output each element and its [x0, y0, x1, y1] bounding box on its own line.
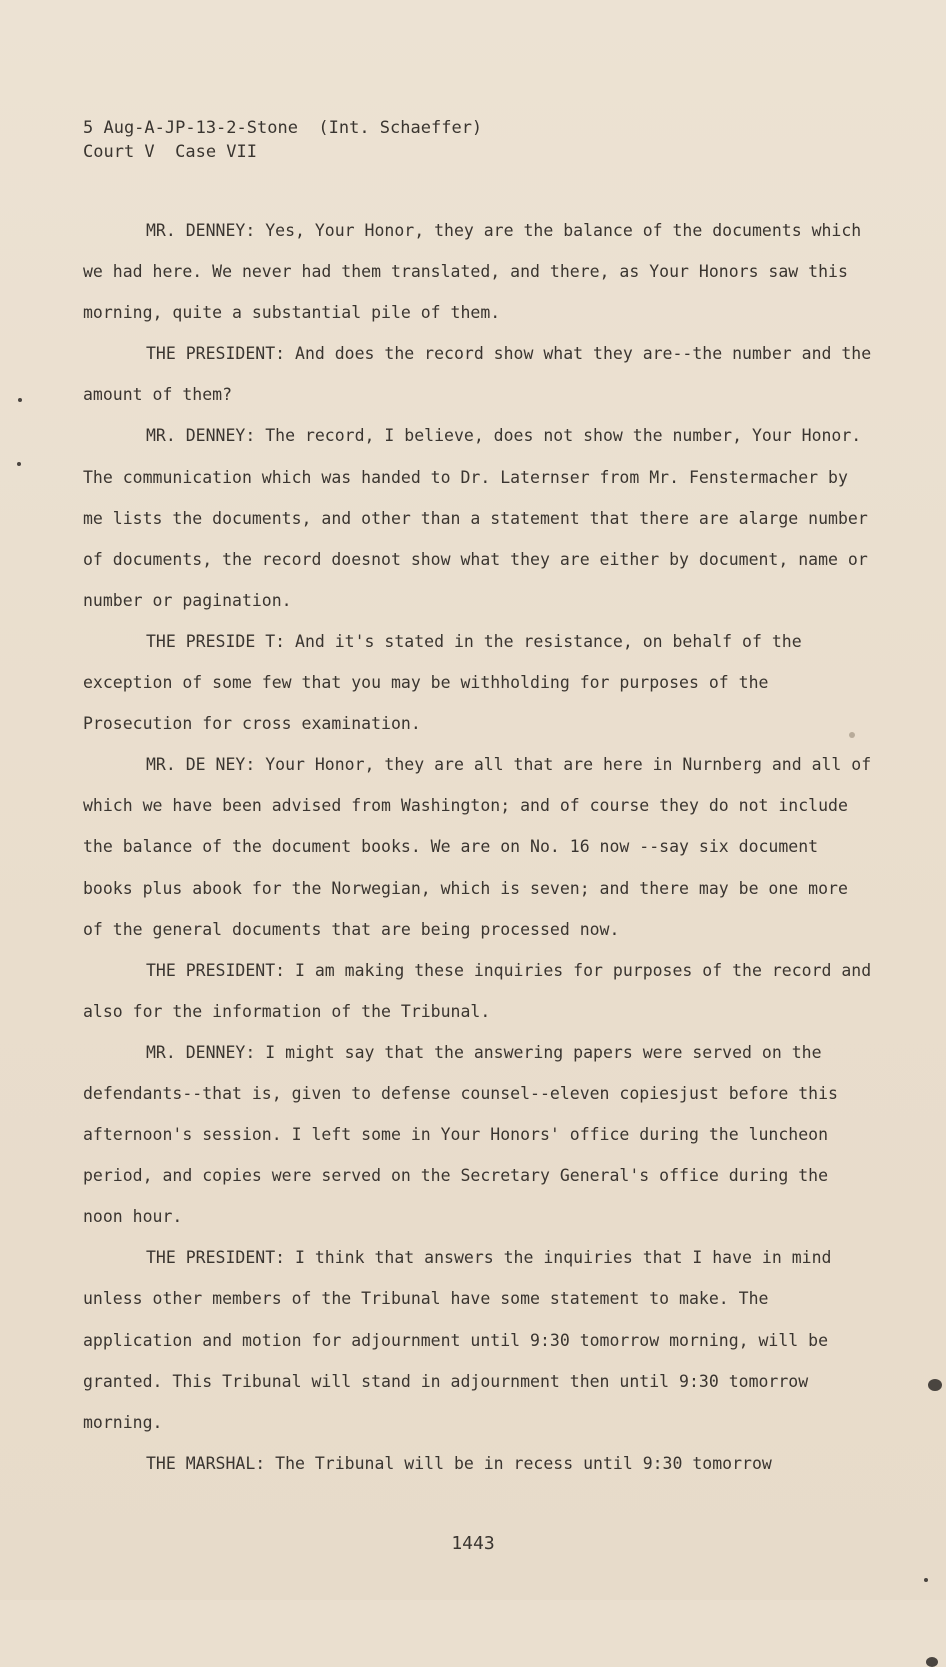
ink-blot: [926, 1657, 938, 1667]
ink-blot: [928, 1379, 942, 1391]
ink-speck: [17, 462, 21, 466]
paragraph: MR. DE NEY: Your Honor, they are all that are here in Nurnberg and all of which we have been advised from Washington; and of course they do not include the balance of the document books. We are on No. 16 now --say six document books plus abook for the Norwegian, which is seven; and there may be one more of the general documents that are being processed now.: [83, 755, 872, 939]
document-header: [83, 116, 482, 164]
ink-speck: [849, 732, 855, 738]
paragraph: THE MARSHAL: The Tribunal will be in recess until 9:30 tomorrow: [146, 1453, 772, 1473]
ink-speck: [924, 1578, 928, 1582]
header-line-1: 5 Aug-A-JP-13-2-Stone (Int. Schaeffer): [83, 118, 483, 138]
page-number: 1443: [451, 1533, 495, 1554]
paragraph: THE PRESIDENT: I think that answers the inquiries that I have in mind unless other members of the Tribunal have some statement to make. The application and motion for adjournment until 9:30 tomorrow morning, will be granted. This Tribunal will stand in adjournment then until 9:30 tomorrow morning.: [83, 1248, 832, 1432]
paragraph: MR. DENNEY: I might say that the answering papers were served on the defendants--that is, given to defense counsel--eleven copiesjust before this afternoon's session. I left some in Your Honors' office during the luncheon period, and copies were served on the Secretary General's office during the noon hour.: [83, 1042, 838, 1227]
paragraph: THE PRESIDE T: And it's stated in the resistance, on behalf of the exception of some few that you may be withholding for purposes of the Prosecution for cross examination.: [83, 631, 802, 734]
paragraph: THE PRESIDENT: I am making these inquiries for purposes of the record and also for the information of the Tribunal.: [83, 960, 872, 1021]
paragraph: THE PRESIDENT: And does the record show what they are--the number and the amount of them?: [83, 344, 872, 405]
paragraph: MR. DENNEY: Yes, Your Honor, they are the balance of the documents which we had here. We never had them translated, and there, as Your Honors saw this morning, quite a substantial pile of them.: [83, 221, 862, 323]
ink-speck: [18, 398, 22, 402]
transcript-body: [83, 210, 873, 1484]
header-line-2: Court V Case VII: [83, 142, 257, 162]
paragraph: MR. DENNEY: The record, I believe, does not show the number, Your Honor. The communication which was handed to Dr. Laternser from Mr. Fenstermacher by me lists the documents, and other than a statement that there are alarge number of documents, the record doesnot show what they are either by document, name or number or pagination.: [83, 426, 868, 610]
